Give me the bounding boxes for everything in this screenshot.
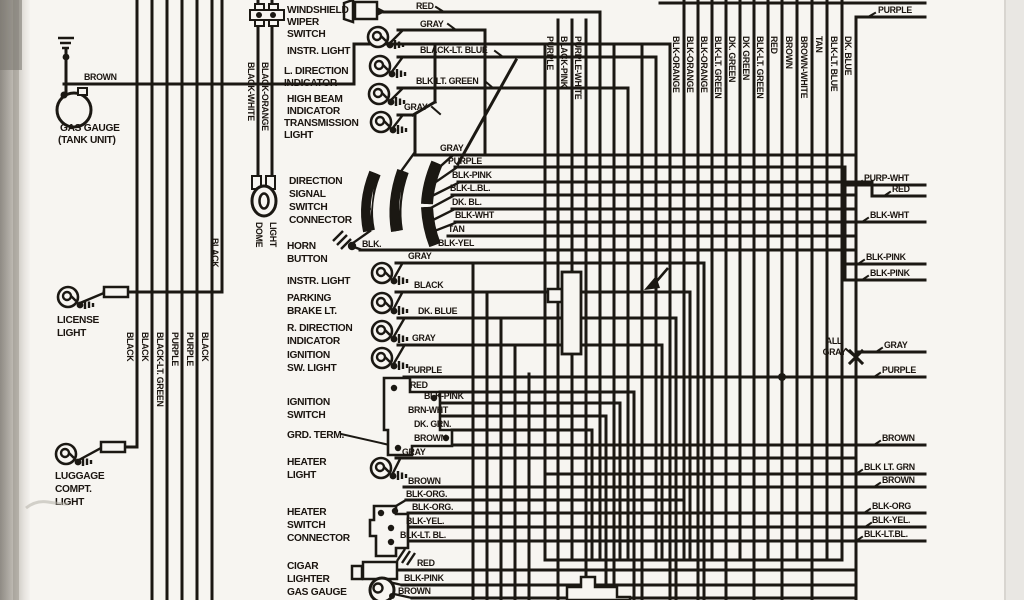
heater-light-label: HEATER (287, 457, 327, 468)
parking-brake-label: PARKING (287, 293, 332, 304)
horn-button-label: BUTTON (287, 254, 328, 265)
wiper-switch-label: WIPER (287, 17, 319, 28)
heater-connector-label: CONNECTOR (287, 533, 350, 544)
wire-label: BLK-ORG. (412, 502, 454, 512)
cigar-lighter-label: CIGAR (287, 561, 319, 572)
wire-label: BLK-YEL (438, 238, 475, 248)
junction-dot (778, 373, 786, 381)
wire-label: BLK-PINK (866, 252, 906, 262)
wire-label: RED (410, 380, 428, 390)
gas-gauge-dash-icon (370, 578, 395, 600)
wire-label: BROWN (408, 476, 441, 486)
wire-label: BLK-YEL. (872, 515, 911, 525)
parking-brake-label: BRAKE LT. (287, 306, 337, 317)
wire-label-vertical: BLACK (200, 332, 210, 362)
dome-light-label: DOME (254, 222, 264, 248)
license-connector (104, 287, 128, 297)
ignition-switch-label: IGNITION (287, 397, 330, 408)
wire-label: GRAY (420, 19, 444, 29)
wire-label: PURPLE (448, 156, 482, 166)
horn-button-label: HORN (287, 241, 316, 252)
wire-label: BLK-YEL. (406, 516, 445, 526)
wire-label-vertical: BLK-ORANGE (671, 36, 681, 93)
wire-label-vertical: BLACK (210, 238, 220, 268)
wire-label-vertical: BLACK-LT. GREEN (155, 332, 165, 407)
instr-light-2-label: INSTR. LIGHT (287, 276, 351, 287)
wire-label-vertical: PURPLE (170, 332, 180, 366)
wire-label: BLK-PINK (870, 268, 910, 278)
luggage-connector (101, 442, 125, 452)
wire-label: BLK-L.BL. (450, 183, 491, 193)
luggage-light-label: LUGGAGE (55, 471, 105, 482)
license-light-label: LICENSE (57, 315, 100, 326)
wire-label: PURP-WHT (864, 173, 909, 183)
wire-label: BROWN (398, 586, 431, 596)
wire-label: GRAY (440, 143, 464, 153)
dir-signal-label: SIGNAL (289, 189, 326, 200)
gas-gauge-dash-label: GAS GAUGE (287, 587, 347, 598)
l-direction-label: L. DIRECTION (284, 66, 349, 77)
wire-label: DK. BL. (452, 197, 482, 207)
high-beam-label: INDICATOR (287, 106, 340, 117)
grd-term-label: GRD. TERM. (287, 430, 344, 441)
gas-gauge-tank-label: (TANK UNIT) (58, 135, 116, 146)
heater-light-label: LIGHT (287, 470, 317, 481)
wire-label: GRAY (404, 102, 428, 112)
wire-label-vertical: BLACK-PINK (559, 36, 569, 88)
harness-connector-block (562, 272, 581, 354)
dir-signal-label: SWITCH (289, 202, 328, 213)
gas-gauge-tank-label: GAS GAUGE (60, 123, 120, 134)
wire-label-vertical: DK. GREEN (727, 36, 737, 83)
high-beam-label: HIGH BEAM (287, 94, 343, 105)
wiper-switch-label: SWITCH (287, 29, 326, 40)
wire-label-vertical: RED (769, 36, 779, 54)
wire-label: BLK-WHT (455, 210, 494, 220)
wire-label-brown: BROWN (84, 72, 117, 82)
transmission-label: TRANSMISSION (284, 118, 359, 129)
dome-light-label: LIGHT (268, 222, 278, 247)
license-light-label: LIGHT (57, 328, 87, 339)
wire-label: BLK-LT. BL. (400, 530, 446, 540)
wiper-switch-label: WINDSHIELD (287, 5, 349, 16)
wire-label: BLK-PINK (452, 170, 492, 180)
wire-label: BRN-WHT (408, 405, 448, 415)
wire-label: GRAY (884, 340, 908, 350)
wire-label-vertical: BLACK-ORANGE (260, 62, 270, 131)
wire-label: RED (416, 1, 434, 11)
l-direction-label: INDICATOR (284, 78, 337, 89)
wire-label-vertical: BLK-LT. BLUE (829, 36, 839, 92)
wire-label-vertical: BLK-LT. GREEN (755, 36, 765, 99)
wire-label: BLK-ORG (872, 501, 911, 511)
wire-label: DK. BLUE (418, 306, 458, 316)
wire-label-vertical: BLK-LT. GREEN (713, 36, 723, 99)
wire-label-vertical: PURPLE (185, 332, 195, 366)
all-gray-annotation: GRAY (822, 347, 846, 357)
cigar-lighter-label: LIGHTER (287, 574, 330, 585)
wire-label-vertical: BLK-ORANGE (685, 36, 695, 93)
wire-label: BROWN (882, 475, 915, 485)
wire-label: BLK-WHT (870, 210, 909, 220)
luggage-light-label: LIGHT (55, 497, 85, 508)
wire-label: BLACK-LT. BLUE (420, 45, 488, 55)
wire-label-vertical: PURPLE (545, 36, 555, 70)
gas-gauge-tank-icon (57, 88, 91, 127)
transmission-label: LIGHT (284, 130, 314, 141)
wire-label: BLK LT. GRN (864, 462, 915, 472)
heater-connector-label: SWITCH (287, 520, 326, 531)
wire-label: BLACK (414, 280, 444, 290)
wire-label: BLK-PINK (424, 391, 464, 401)
wire-label: BLK-ORG. (406, 489, 448, 499)
all-gray-annotation: ALL (825, 336, 842, 346)
heater-connector-label: HEATER (287, 507, 327, 518)
wire-label: BLK-LT.BL. (864, 529, 908, 539)
wire-label-vertical: BLACK (125, 332, 135, 362)
wire-label: PURPLE (408, 365, 442, 375)
wire-label-vertical: DK. BLUE (843, 36, 853, 76)
wire-label-vertical: BLK-ORANGE (699, 36, 709, 93)
wire-label: PURPLE (882, 365, 916, 375)
wire-label: BLK. (362, 239, 382, 249)
wire-label: TAN (448, 224, 465, 234)
wire-label: BLK-PINK (404, 573, 444, 583)
wire-label: BROWN (414, 433, 447, 443)
wire-label-vertical: BLACK (140, 332, 150, 362)
r-direction-label: INDICATOR (287, 336, 340, 347)
wire-label: GRAY (402, 447, 426, 457)
wire-label: GRAY (412, 333, 436, 343)
wire-label: PURPLE (878, 5, 912, 15)
wire-label-vertical: PURPLE-WHITE (573, 36, 583, 100)
wire-label: GRAY (408, 251, 432, 261)
wire-label-vertical: BROWN (784, 36, 794, 69)
wire-label-vertical: TAN (814, 36, 824, 53)
wire-label: DK. GRN. (414, 419, 452, 429)
ignition-light-label: IGNITION (287, 350, 330, 361)
wire-label: BROWN (882, 433, 915, 443)
wire-label-vertical: BROWN-WHITE (799, 36, 809, 99)
wire-label-vertical: DK GREEN (741, 36, 751, 81)
wire-label: RED (892, 184, 910, 194)
instr-light-1-label: INSTR. LIGHT (287, 46, 351, 57)
dir-signal-label: DIRECTION (289, 176, 343, 187)
harness-tab (548, 289, 562, 302)
wire-label-vertical: BLACK-WHITE (246, 62, 256, 121)
wire-label: RED (417, 558, 435, 568)
luggage-light-label: COMPT. (55, 484, 92, 495)
r-direction-label: R. DIRECTION (287, 323, 353, 334)
ignition-switch-label: SWITCH (287, 410, 326, 421)
ignition-light-label: SW. LIGHT (287, 363, 337, 374)
wire-label: BLK-LT. GREEN (416, 76, 479, 86)
dir-signal-label: CONNECTOR (289, 215, 352, 226)
